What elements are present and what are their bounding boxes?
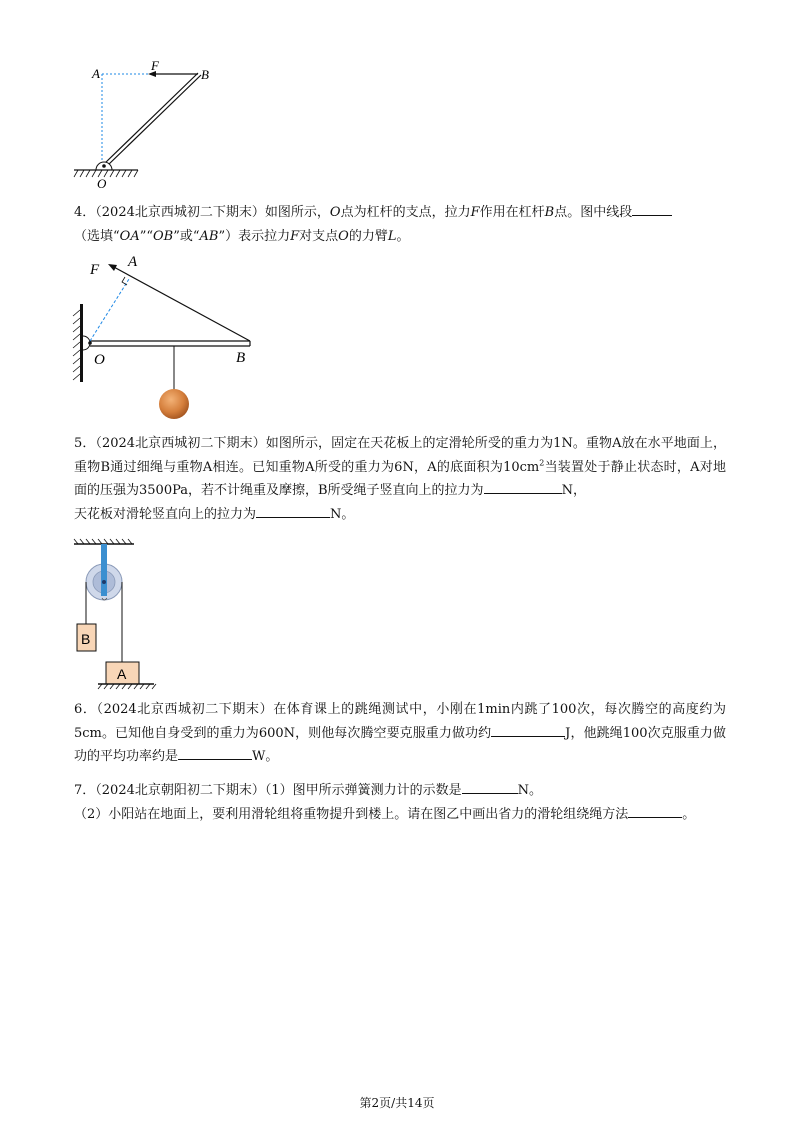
label-a: A	[92, 66, 100, 81]
text: ”或“	[173, 228, 200, 244]
dashed-arm	[90, 279, 129, 341]
text: N，	[561, 483, 586, 498]
option-ob: OB	[153, 228, 174, 244]
var-f: F	[470, 205, 480, 220]
label-o: O	[97, 176, 107, 191]
text: N。	[517, 783, 543, 798]
text: （1）图甲所示弹簧测力计的示数是	[264, 783, 462, 798]
text: 。	[682, 806, 696, 822]
var-o: O	[329, 205, 341, 220]
label-f: F	[90, 262, 100, 278]
question-number: 7．	[74, 783, 96, 798]
var-f: F	[290, 228, 300, 244]
figure-pulley	[70, 538, 170, 690]
var-b: B	[544, 205, 555, 220]
lever-rod-a	[104, 73, 198, 164]
answer-blank[interactable]	[628, 803, 682, 818]
question-7	[74, 779, 726, 826]
text: 在体育课上的跳绳测试中，小刚在1min内跳了100次，每次腾空的高度约为5cm。已知他自身受到的重力为600N，则他每次腾空要克服重力做功约	[74, 702, 726, 741]
text: N。	[330, 506, 355, 522]
answer-blank[interactable]	[178, 745, 252, 760]
question-source: （2024北京西城初二下期末）	[96, 702, 274, 717]
text: 对支点	[299, 228, 339, 244]
force-arrowhead	[108, 264, 117, 271]
answer-blank[interactable]	[256, 503, 330, 518]
var-l: L	[387, 228, 397, 244]
option-ab: AB	[199, 228, 219, 244]
pulley-axle	[102, 580, 106, 584]
text: （选填“	[74, 228, 120, 244]
wall-hatch	[73, 310, 80, 380]
text: 如图所示，	[264, 205, 330, 220]
text: 的力臂	[348, 228, 388, 244]
answer-blank[interactable]	[632, 201, 672, 216]
question-source: （2024北京朝阳初二下期末）	[95, 783, 265, 798]
label-a: A	[117, 666, 127, 682]
question-4	[74, 201, 726, 248]
var-o: O	[338, 228, 349, 244]
question-source: （2024北京西城初二下期末）	[95, 205, 265, 220]
text: W。	[252, 749, 279, 764]
pulley-bracket	[101, 544, 107, 596]
pivot-point	[102, 164, 106, 168]
text: 点为杠杆的支点，拉力	[340, 205, 471, 220]
page-footer: 第2页/共14页	[359, 1096, 435, 1110]
question-number: 6．	[74, 702, 97, 717]
text: J，他跳绳100次克服重力做功的平均功率约是	[74, 725, 726, 764]
text: ”）表示拉力	[218, 228, 291, 244]
figure-lever-wall	[68, 252, 268, 424]
answer-blank[interactable]	[462, 779, 518, 794]
rope	[112, 266, 250, 341]
question-number: 4．	[74, 205, 96, 220]
superscript: 2	[539, 458, 545, 468]
weight-ball	[159, 389, 189, 419]
label-f: F	[151, 60, 159, 73]
text: （2）小阳站在地面上，要利用滑轮组将重物提升到楼上。请在图乙中画出省力的滑轮组绕绳方法	[74, 806, 629, 822]
label-b: B	[201, 67, 209, 82]
label-b: B	[236, 350, 246, 366]
question-number: 5．	[74, 436, 96, 451]
question-5	[74, 432, 726, 526]
text: 如图所示，固定在天花板上的定滑轮所受的重力为1N。重物A放在水平地面上，重物B通过细绳与重物A相连。已知重物A所受的重力为6N，A的底面积为10cm	[74, 436, 726, 475]
label-b: B	[81, 631, 91, 647]
text: 作用在杠杆	[479, 205, 545, 220]
text: 。	[396, 228, 410, 244]
pivot-point	[88, 341, 92, 345]
question-6	[74, 698, 726, 769]
answer-blank[interactable]	[484, 479, 562, 494]
text: ”“	[139, 228, 153, 244]
text: 当装置处于静止状态时，A对地面的压强为3500Pa，若不计绳重及摩擦，B所受绳子竖直向上的拉力为	[74, 459, 727, 498]
wall	[80, 304, 83, 382]
answer-blank[interactable]	[491, 722, 565, 737]
lever-rod-b	[107, 75, 201, 166]
option-oa: OA	[119, 228, 140, 244]
question-source: （2024北京西城初二下期末）	[95, 436, 266, 451]
text: 天花板对滑轮竖直向上的拉力为	[74, 506, 257, 522]
figure-lever-ab	[70, 60, 220, 195]
text: 点。图中线段	[554, 205, 633, 220]
label-a: A	[128, 254, 138, 270]
label-o: O	[94, 352, 105, 368]
